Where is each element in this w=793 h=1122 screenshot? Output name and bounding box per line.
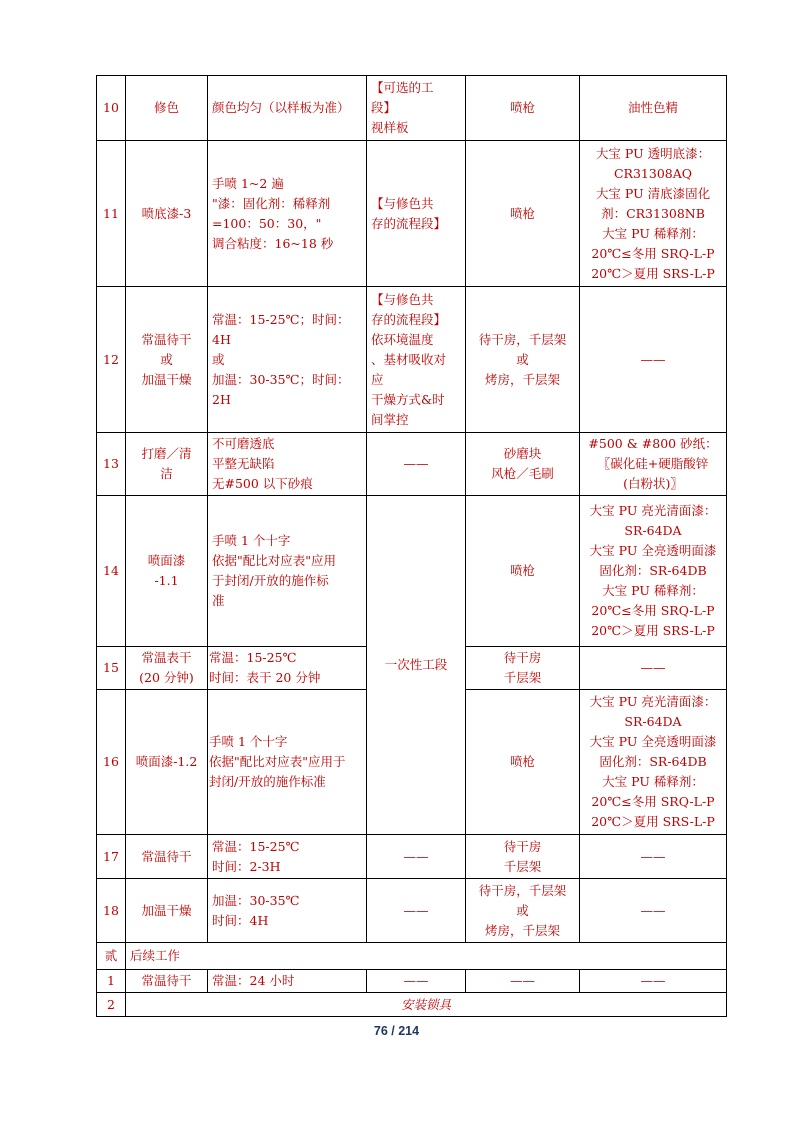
step-method: 常温：15-25℃ 时间：表干 20 分钟	[208, 647, 367, 690]
step-method: 常温：24 小时	[208, 970, 367, 993]
step-name: 加温干燥	[126, 879, 208, 943]
step-number: 2	[97, 993, 126, 1017]
install-lock-text: 安装锁具	[126, 993, 727, 1017]
step-tool: 待干房 千层架	[466, 835, 580, 879]
table-row	[97, 993, 727, 1017]
step-name: 常温待干	[126, 970, 208, 993]
step-tool: 喷枪	[466, 690, 580, 835]
step-material: 大宝 PU 透明底漆： CR31308AQ 大宝 PU 清底漆固化 剂：CR31308NB 大宝 PU 稀释剂： 20℃≤冬用 SRQ-L-P 20℃＞夏用 SRS-L-P	[580, 141, 727, 287]
step-stage: 【与修色共 存的流程段】	[367, 141, 466, 287]
step-stage: ——	[367, 433, 466, 496]
step-method: 手喷 1 个十字 依据"配比对应表"应用 于封闭/开放的施作标 准	[208, 496, 367, 647]
step-material: 油性色精	[580, 76, 727, 141]
step-name: 打磨／清 洁	[126, 433, 208, 496]
table-row	[97, 879, 727, 943]
step-stage: ——	[367, 970, 466, 993]
step-tool: 喷枪	[466, 141, 580, 287]
step-name: 喷面漆-1.2	[126, 690, 208, 835]
step-tool: 待干房，千层架 或 烤房，千层架	[466, 287, 580, 433]
section-title: 后续工作	[126, 943, 727, 970]
step-stage: ——	[367, 835, 466, 879]
step-method: 不可磨透底 平整无缺陷 无#500 以下砂痕	[208, 433, 367, 496]
step-material: ——	[580, 835, 727, 879]
step-material: #500 & #800 砂纸： 〖碳化硅+硬脂酸锌 (白粉状)〗	[580, 433, 727, 496]
step-number: 14	[97, 496, 126, 647]
table-row	[97, 835, 727, 879]
merged-stage-cell: 一次性工段	[367, 496, 466, 835]
step-name: 喷底漆-3	[126, 141, 208, 287]
step-number: 16	[97, 690, 126, 835]
step-material: 大宝 PU 亮光清面漆： SR-64DA 大宝 PU 全亮透明面漆 固化剂：SR-64DB 大宝 PU 稀释剂： 20℃≤冬用 SRQ-L-P 20℃＞夏用 SRS-L-P	[580, 690, 727, 835]
step-number: 15	[97, 647, 126, 690]
step-stage: 【与修色共 存的流程段】 依环境温度 、基材吸收对 应 干燥方式&时 间掌控	[367, 287, 466, 433]
step-number: 10	[97, 76, 126, 141]
step-method: 加温：30-35℃ 时间：4H	[208, 879, 367, 943]
step-tool: 砂磨块 风枪／毛刷	[466, 433, 580, 496]
step-number: 13	[97, 433, 126, 496]
step-method: 手喷 1 个十字 依据"配比对应表"应用于 封闭/开放的施作标准	[208, 690, 367, 835]
step-name: 常温待干	[126, 835, 208, 879]
step-stage: ——	[367, 879, 466, 943]
step-name: 喷面漆 -1.1	[126, 496, 208, 647]
step-tool: 待干房，千层架 或 烤房，千层架	[466, 879, 580, 943]
step-number: 1	[97, 970, 126, 993]
step-name: 常温待干 或 加温干燥	[126, 287, 208, 433]
step-material: 大宝 PU 亮光清面漆： SR-64DA 大宝 PU 全亮透明面漆 固化剂：SR-64DB 大宝 PU 稀释剂： 20℃≤冬用 SRQ-L-P 20℃＞夏用 SRS-L-P	[580, 496, 727, 647]
step-material: ——	[580, 970, 727, 993]
step-tool: 待干房 千层架	[466, 647, 580, 690]
step-material: ——	[580, 287, 727, 433]
table-row	[97, 496, 727, 647]
step-method: 常温：15-25℃；时间： 4H 或 加温：30-35℃；时间： 2H	[208, 287, 367, 433]
page-number: 76 / 214	[373, 1024, 420, 1038]
step-tool: ——	[466, 970, 580, 993]
step-number: 18	[97, 879, 126, 943]
step-tool: 喷枪	[466, 76, 580, 141]
step-number: 12	[97, 287, 126, 433]
step-name: 常温表干 (20 分钟)	[126, 647, 208, 690]
step-tool: 喷枪	[466, 496, 580, 647]
table-row	[97, 970, 727, 993]
step-name: 修色	[126, 76, 208, 141]
step-material: ——	[580, 879, 727, 943]
step-material: ——	[580, 647, 727, 690]
table-row	[97, 141, 727, 287]
step-method: 颜色均匀（以样板为准）	[208, 76, 367, 141]
section-row	[97, 943, 727, 970]
step-number: 17	[97, 835, 126, 879]
step-method: 常温：15-25℃ 时间：2-3H	[208, 835, 367, 879]
step-stage: 【可选的工 段】 视样板	[367, 76, 466, 141]
table-row	[97, 433, 727, 496]
step-method: 手喷 1~2 遍 "漆：固化剂：稀释剂 =100：50：30，" 调合粘度：16~18 秒	[208, 141, 367, 287]
step-number: 11	[97, 141, 126, 287]
table-row	[97, 287, 727, 433]
process-table	[96, 75, 727, 1017]
section-number: 贰	[97, 943, 126, 970]
table-row	[97, 76, 727, 141]
